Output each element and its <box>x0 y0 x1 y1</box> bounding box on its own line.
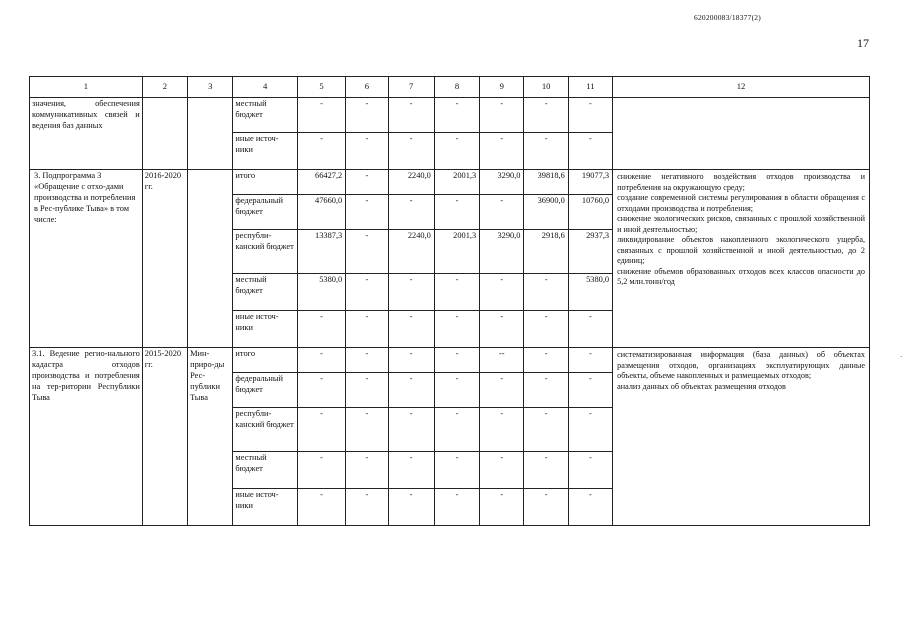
value-cell: - <box>524 348 568 373</box>
result-item: создание современной системы регулирования в области обращения с отходами производства и потребления; <box>617 193 865 213</box>
value-cell: - <box>388 489 434 526</box>
value-cell: 2240,0 <box>388 170 434 195</box>
activity-name: 3. Подпрограмма 3 «Обращение с отхо-дами производства и потребления в Рес-публике Тыва» в том числе: <box>30 170 143 348</box>
value-cell: - <box>480 195 524 230</box>
funding-source: местный бюджет <box>233 274 297 311</box>
executor: Мин-приро-ды Рес-публики Тыва <box>188 348 233 526</box>
value-cell: 13387,3 <box>297 230 345 274</box>
value-cell: - <box>346 170 388 195</box>
value-cell: - <box>297 408 345 452</box>
value-cell: - <box>297 348 345 373</box>
value-cell: - <box>388 133 434 170</box>
margin-mark: · <box>900 353 903 361</box>
value-cell: - <box>434 348 479 373</box>
activity-name: значения, обеспечения коммуникативных связей и ведения баз данных <box>30 98 143 170</box>
value-cell: - <box>346 133 388 170</box>
value-cell: 66427,2 <box>297 170 345 195</box>
value-cell: - <box>346 373 388 408</box>
value-cell: 19077,3 <box>568 170 612 195</box>
value-cell: - <box>524 133 568 170</box>
result-item: снижение объемов образованных отходов всех классов опасности до 5,2 млн.тонн/год <box>617 266 865 286</box>
value-cell: - <box>568 311 612 348</box>
value-cell: -- <box>480 348 524 373</box>
value-cell: - <box>524 408 568 452</box>
result-item: снижение экологических рисков, связанных с прошлой хозяйственной и иной деятельностью; <box>617 214 865 234</box>
col-header: 3 <box>188 77 233 98</box>
value-cell: - <box>434 195 479 230</box>
value-cell: - <box>524 98 568 133</box>
funding-source: республи-канский бюджет <box>233 230 297 274</box>
value-cell: - <box>297 98 345 133</box>
value-cell: 2918,6 <box>524 230 568 274</box>
value-cell: - <box>388 98 434 133</box>
value-cell: - <box>434 98 479 133</box>
value-cell: - <box>297 373 345 408</box>
value-cell: - <box>346 348 388 373</box>
value-cell: - <box>568 489 612 526</box>
col-header: 1 <box>30 77 143 98</box>
executor <box>188 170 233 348</box>
expected-results <box>613 170 870 348</box>
expected-results <box>613 98 870 170</box>
executor <box>188 98 233 170</box>
value-cell: - <box>568 348 612 373</box>
value-cell: 5380,0 <box>297 274 345 311</box>
result-item: анализ данных об объектах размещения отходов <box>617 381 786 391</box>
value-cell: - <box>480 408 524 452</box>
value-cell: - <box>568 452 612 489</box>
col-header: 2 <box>142 77 187 98</box>
col-header: 12 <box>613 77 870 98</box>
value-cell: - <box>524 311 568 348</box>
document-id: 620200083/18377(2) <box>694 13 761 22</box>
table-row <box>30 170 870 195</box>
value-cell: - <box>388 274 434 311</box>
result-item: ликвидирование объектов накопленного экологического ущерба, связанных с прошлой хозяйственной и иной деятельностью, до 2 единиц; <box>617 235 865 265</box>
value-cell: 2001,3 <box>434 170 479 195</box>
value-cell: - <box>388 311 434 348</box>
value-cell: - <box>524 489 568 526</box>
value-cell: - <box>480 98 524 133</box>
value-cell: - <box>346 230 388 274</box>
value-cell: 10760,0 <box>568 195 612 230</box>
value-cell: - <box>524 373 568 408</box>
period: 2016-2020 гг. <box>142 170 187 348</box>
value-cell: - <box>524 274 568 311</box>
value-cell: - <box>568 373 612 408</box>
funding-source: итого <box>233 348 297 373</box>
value-cell: 2240,0 <box>388 230 434 274</box>
value-cell: 3290,0 <box>480 230 524 274</box>
value-cell: - <box>524 452 568 489</box>
value-cell: - <box>568 133 612 170</box>
value-cell: - <box>388 195 434 230</box>
col-header: 9 <box>480 77 524 98</box>
value-cell: - <box>434 452 479 489</box>
value-cell: - <box>297 452 345 489</box>
col-header: 10 <box>524 77 568 98</box>
expected-results <box>613 348 870 526</box>
value-cell: - <box>346 489 388 526</box>
table-row <box>30 98 870 133</box>
value-cell: - <box>480 311 524 348</box>
value-cell: - <box>568 98 612 133</box>
value-cell: - <box>388 373 434 408</box>
value-cell: - <box>434 489 479 526</box>
col-header: 4 <box>233 77 297 98</box>
column-number-row <box>30 77 870 98</box>
funding-source: иные источ-ники <box>233 311 297 348</box>
col-header: 6 <box>346 77 388 98</box>
funding-source: федеральный бюджет <box>233 373 297 408</box>
period <box>142 98 187 170</box>
value-cell: - <box>388 408 434 452</box>
value-cell: - <box>297 311 345 348</box>
value-cell: - <box>346 274 388 311</box>
value-cell: 39818,6 <box>524 170 568 195</box>
table-row <box>30 348 870 373</box>
value-cell: - <box>434 274 479 311</box>
funding-source: республи-канский бюджет <box>233 408 297 452</box>
value-cell: 5380,0 <box>568 274 612 311</box>
value-cell: - <box>434 373 479 408</box>
value-cell: - <box>388 452 434 489</box>
col-header: 5 <box>297 77 345 98</box>
value-cell: - <box>480 133 524 170</box>
value-cell: - <box>388 348 434 373</box>
value-cell: - <box>346 311 388 348</box>
value-cell: - <box>297 133 345 170</box>
funding-source: итого <box>233 170 297 195</box>
value-cell: - <box>434 311 479 348</box>
value-cell: - <box>480 489 524 526</box>
value-cell: 2937,3 <box>568 230 612 274</box>
result-item: снижение негативного воздействия отходов производства и потребления на окружающую среду; <box>617 172 865 192</box>
value-cell: 3290,0 <box>480 170 524 195</box>
col-header: 7 <box>388 77 434 98</box>
value-cell: 47660,0 <box>297 195 345 230</box>
program-funding-table <box>29 76 870 526</box>
value-cell: - <box>346 195 388 230</box>
funding-source: федеральный бюджет <box>233 195 297 230</box>
value-cell: - <box>480 452 524 489</box>
activity-name: 3.1. Ведение регио-нального кадастра отходов производства и потребления на тер-ритории Республики Тыва <box>30 348 143 526</box>
funding-source: иные источ-ники <box>233 133 297 170</box>
period: 2015-2020 гг. <box>142 348 187 526</box>
value-cell: - <box>346 452 388 489</box>
funding-source: иные источ-ники <box>233 489 297 526</box>
value-cell: - <box>480 274 524 311</box>
value-cell: - <box>434 408 479 452</box>
value-cell: - <box>434 133 479 170</box>
value-cell: - <box>568 408 612 452</box>
value-cell: - <box>346 408 388 452</box>
value-cell: 36900,0 <box>524 195 568 230</box>
col-header: 11 <box>568 77 612 98</box>
value-cell: - <box>480 373 524 408</box>
funding-source: местный бюджет <box>233 452 297 489</box>
funding-source: местный бюджет <box>233 98 297 133</box>
col-header: 8 <box>434 77 479 98</box>
value-cell: 2001,3 <box>434 230 479 274</box>
value-cell: - <box>297 489 345 526</box>
page-number: 17 <box>857 36 869 50</box>
value-cell: - <box>346 98 388 133</box>
result-item: систематизированная информация (база данных) об объектах размещения отходов, организациях эксплуатирующих данные объекты, объеме накопленных и размещаемых отходов; <box>617 350 865 380</box>
